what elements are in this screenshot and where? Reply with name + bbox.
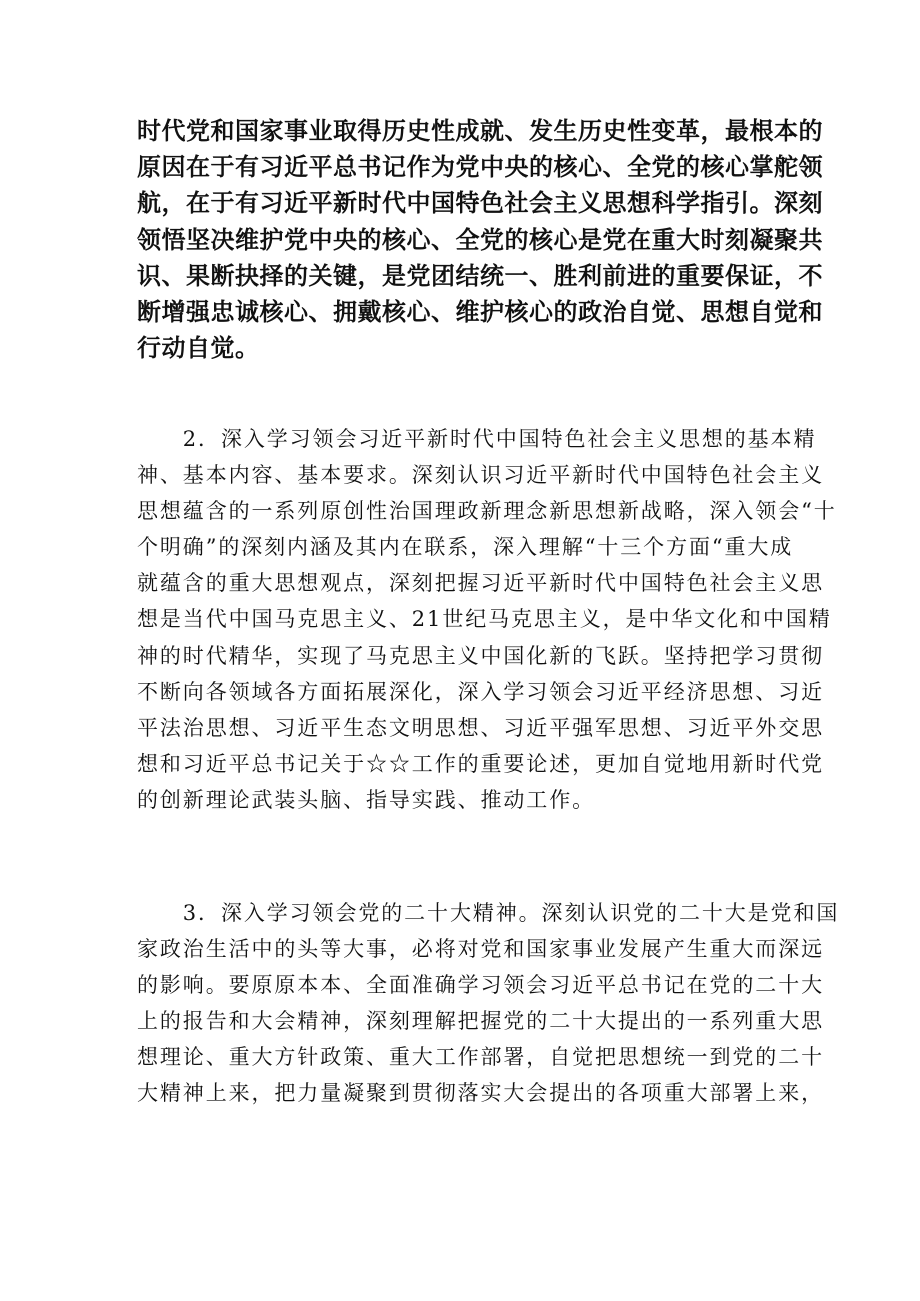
text-line: 3．深入学习领会党的二十大精神。深刻认识党的二十大是党和国 (137, 901, 840, 925)
text-line: 就蕴含的重大思想观点，深刻把握习近平新时代中国特色社会主义思 (137, 571, 824, 596)
text-line: 不断向各领域各方面拓展深化，深入学习领会习近平经济思想、习近 (137, 679, 824, 704)
text-line: 想和习近平总书记关于☆☆工作的重要论述，更加自觉地用新时代党 (137, 751, 824, 776)
text-line: 想是当代中国马克思主义、21世纪马克思主义，是中华文化和中国精 (137, 607, 832, 632)
text-line: 的影响。要原原本本、全面准确学习领会习近平总书记在党的二十大 (137, 973, 824, 998)
text-line: 平法治思想、习近平生态文明思想、习近平强军思想、习近平外交思 (137, 715, 824, 740)
text-line: 断增强忠诚核心、拥戴核心、维护核心的政治自觉、思想自觉和 (137, 298, 823, 327)
text-line: 神的时代精华，实现了马克思主义中国化新的飞跃。坚持把学习贯彻 (137, 643, 824, 668)
text-line: 思想蕴含的一系列原创性治国理政新理念新思想新战略，深入领会“十 (137, 499, 837, 524)
text-line: 想理论、重大方针政策、重大工作部署，自觉把思想统一到党的二十 (137, 1045, 824, 1070)
text-line: 大精神上来，把力量凝聚到贯彻落实大会提出的各项重大部署上来， (137, 1081, 824, 1106)
text-line: 个明确”的深刻内涵及其内在联系，深入理解“十三个方面“重大成 (137, 535, 794, 560)
text-line: 2．深入学习领会习近平新时代中国特色社会主义思想的基本精 (137, 427, 817, 451)
text-line: 时代党和国家事业取得历史性成就、发生历史性变革，最根本的 (137, 117, 823, 145)
text-line: 识、果断抉择的关键，是党团结统一、胜利前进的重要保证，不 (137, 261, 823, 290)
text-line: 神、基本内容、基本要求。深刻认识习近平新时代中国特色社会主义 (137, 463, 824, 488)
text-line: 家政治生活中的头等大事，必将对党和国家事业发展产生重大而深远 (137, 937, 824, 962)
paragraph-2 (137, 421, 837, 818)
text-line: 上的报告和大会精神，深刻理解把握党的二十大提出的一系列重大思 (137, 1009, 824, 1034)
paragraph-1 (137, 113, 823, 366)
text-line: 领悟坚决维护党中央的核心、全党的核心是党在重大时刻凝聚共 (137, 225, 823, 254)
text-line: 行动自觉。 (137, 334, 260, 363)
text-line: 原因在于有习近平总书记作为党中央的核心、全党的核心掌舵领 (137, 153, 823, 182)
paragraph-3 (137, 895, 840, 1112)
text-line: 航，在于有习近平新时代中国特色社会主义思想科学指引。深刻 (137, 189, 823, 218)
text-line: 的创新理论武装头脑、指导实践、推动工作。 (137, 787, 595, 812)
